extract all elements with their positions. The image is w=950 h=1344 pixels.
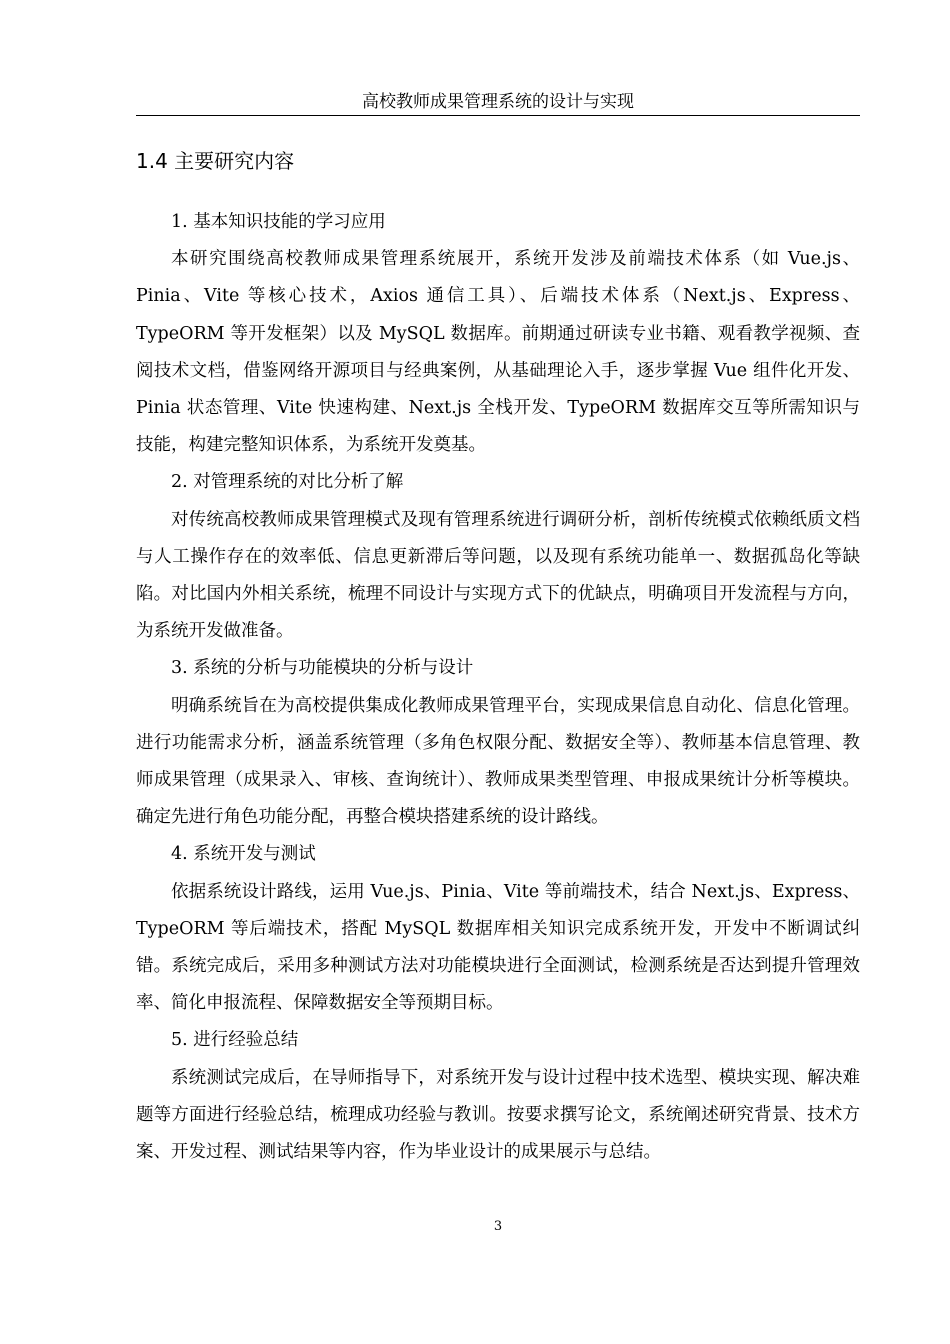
running-header-title: 高校教师成果管理系统的设计与实现 [362, 92, 634, 112]
paragraph-system-analysis-design: 明确系统旨在为高校提供集成化教师成果管理平台，实现成果信息自动化、信息化管理。进行功能需求分析，涵盖系统管理（多角色权限分配、数据安全等）、教师基本信息管理、教师成果管理（成果录入、审核、查询统计）、教师成果类型管理、申报成果统计分析等模块。确定先进行角色功能分配，再整合模块搭建系统的设计路线。 [136, 695, 860, 828]
section-heading: 1.4 主要研究内容 [136, 149, 295, 173]
subheading-knowledge-skills: 1. 基本知识技能的学习应用 [171, 212, 386, 232]
body-content [136, 204, 860, 1171]
header-rule [136, 115, 860, 116]
subheading-development-testing: 4. 系统开发与测试 [171, 844, 316, 865]
subheading-experience-summary: 5. 进行经验总结 [171, 1030, 299, 1051]
paragraph-knowledge-skills: 本研究围绕高校教师成果管理系统展开，系统开发涉及前端技术体系（如 Vue.js、Pinia、Vite 等核心技术，Axios 通信工具）、后端技术体系（Next.js、Express、TypeORM 等开发框架）以及 MySQL 数据库。前期通过研读专业书籍、观看教学视频、查阅技术文档，借鉴网络开源项目与经典案例，从基础理论入手，逐步掌握 Vue 组件化开发、Pinia 状态管理、Vite 快速构建、Next.js 全栈开发、TypeORM 数据库交互等所需知识与技能，构建完整知识体系，为系统开发奠基。 [136, 249, 860, 456]
paragraph-comparison-analysis: 对传统高校教师成果管理模式及现有管理系统进行调研分析，剖析传统模式依赖纸质文档与人工操作存在的效率低、信息更新滞后等问题，以及现有系统功能单一、数据孤岛化等缺陷。对比国内外相关系统，梳理不同设计与实现方式下的优缺点，明确项目开发流程与方向，为系统开发做准备。 [136, 509, 860, 642]
paragraph-development-testing: 依据系统设计路线，运用 Vue.js、Pinia、Vite 等前端技术，结合 Next.js、Express、TypeORM 等后端技术，搭配 MySQL 数据库相关知识完成系统开发，开发中不断调试纠错。系统完成后，采用多种测试方法对功能模块进行全面测试，检测系统是否达到提升管理效率、简化申报流程、保障数据安全等预期目标。 [136, 881, 860, 1014]
paragraph-experience-summary: 系统测试完成后，在导师指导下，对系统开发与设计过程中技术选型、模块实现、解决难题等方面进行经验总结，梳理成功经验与教训。按要求撰写论文，系统阐述研究背景、技术方案、开发过程、测试结果等内容，作为毕业设计的成果展示与总结。 [136, 1067, 860, 1163]
page-number: 3 [493, 1219, 503, 1234]
subheading-system-analysis-design: 3. 系统的分析与功能模块的分析与设计 [171, 658, 474, 679]
subheading-comparison-analysis: 2. 对管理系统的对比分析了解 [171, 472, 404, 493]
